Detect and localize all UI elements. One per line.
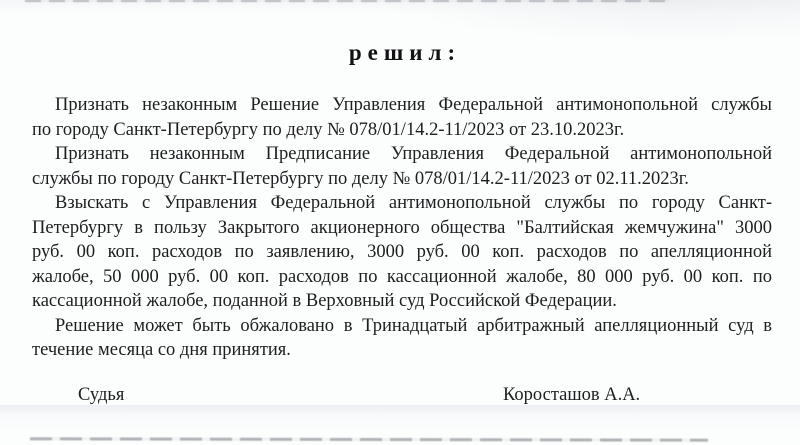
document-content [0, 41, 800, 409]
ruling-heading: решил: [348, 40, 462, 65]
paragraph-line: руб. 00 коп. расходов по заявлению, 3000 руб. 00 коп. расходов по апелляционной [32, 242, 772, 262]
scan-edge-top [25, 0, 670, 2]
paragraph [32, 93, 772, 142]
paragraph-line: течение месяца со дня принятия. [32, 340, 291, 360]
judge-name: Коросташов А.А. [503, 384, 641, 405]
ruling-paragraphs [32, 93, 772, 363]
judge-label: Судья [78, 384, 125, 405]
signature-row [32, 383, 772, 409]
paragraph-line: Признать незаконным Решение Управления Федеральной антимонопольной службы [55, 95, 772, 115]
paragraph [32, 142, 772, 191]
paragraph [32, 191, 772, 314]
paragraph-line: Признать незаконным Предписание Управления Федеральной антимонопольной [55, 144, 772, 164]
scan-edge-bottom [30, 437, 708, 441]
paragraph-line: Решение может быть обжаловано в Тринадцатый арбитражный апелляционный суд в [55, 315, 772, 336]
paragraph-line: Петербургу в пользу Закрытого акционерного общества "Балтийская жемчужина" 3000 [32, 217, 772, 238]
paragraph-line: жалобе, 50 000 руб. 00 коп. расходов по кассационной жалобе, 80 000 руб. 00 коп. по [32, 266, 772, 287]
paragraph [32, 314, 772, 363]
paragraph-line: кассационной жалобе, поданной в Верховный суд Российской Федерации. [32, 291, 617, 311]
paragraph-line: Взыскать с Управления Федеральной антимонопольной службы по городу Санкт- [55, 193, 772, 213]
paragraph-line: по городу Санкт-Петербургу по делу № 078/01/14.2-11/2023 от 23.10.2023г. [32, 119, 625, 140]
paragraph-line: службы по городу Санкт-Петербургу по делу № 078/01/14.2-11/2023 от 02.11.2023г. [32, 168, 689, 189]
